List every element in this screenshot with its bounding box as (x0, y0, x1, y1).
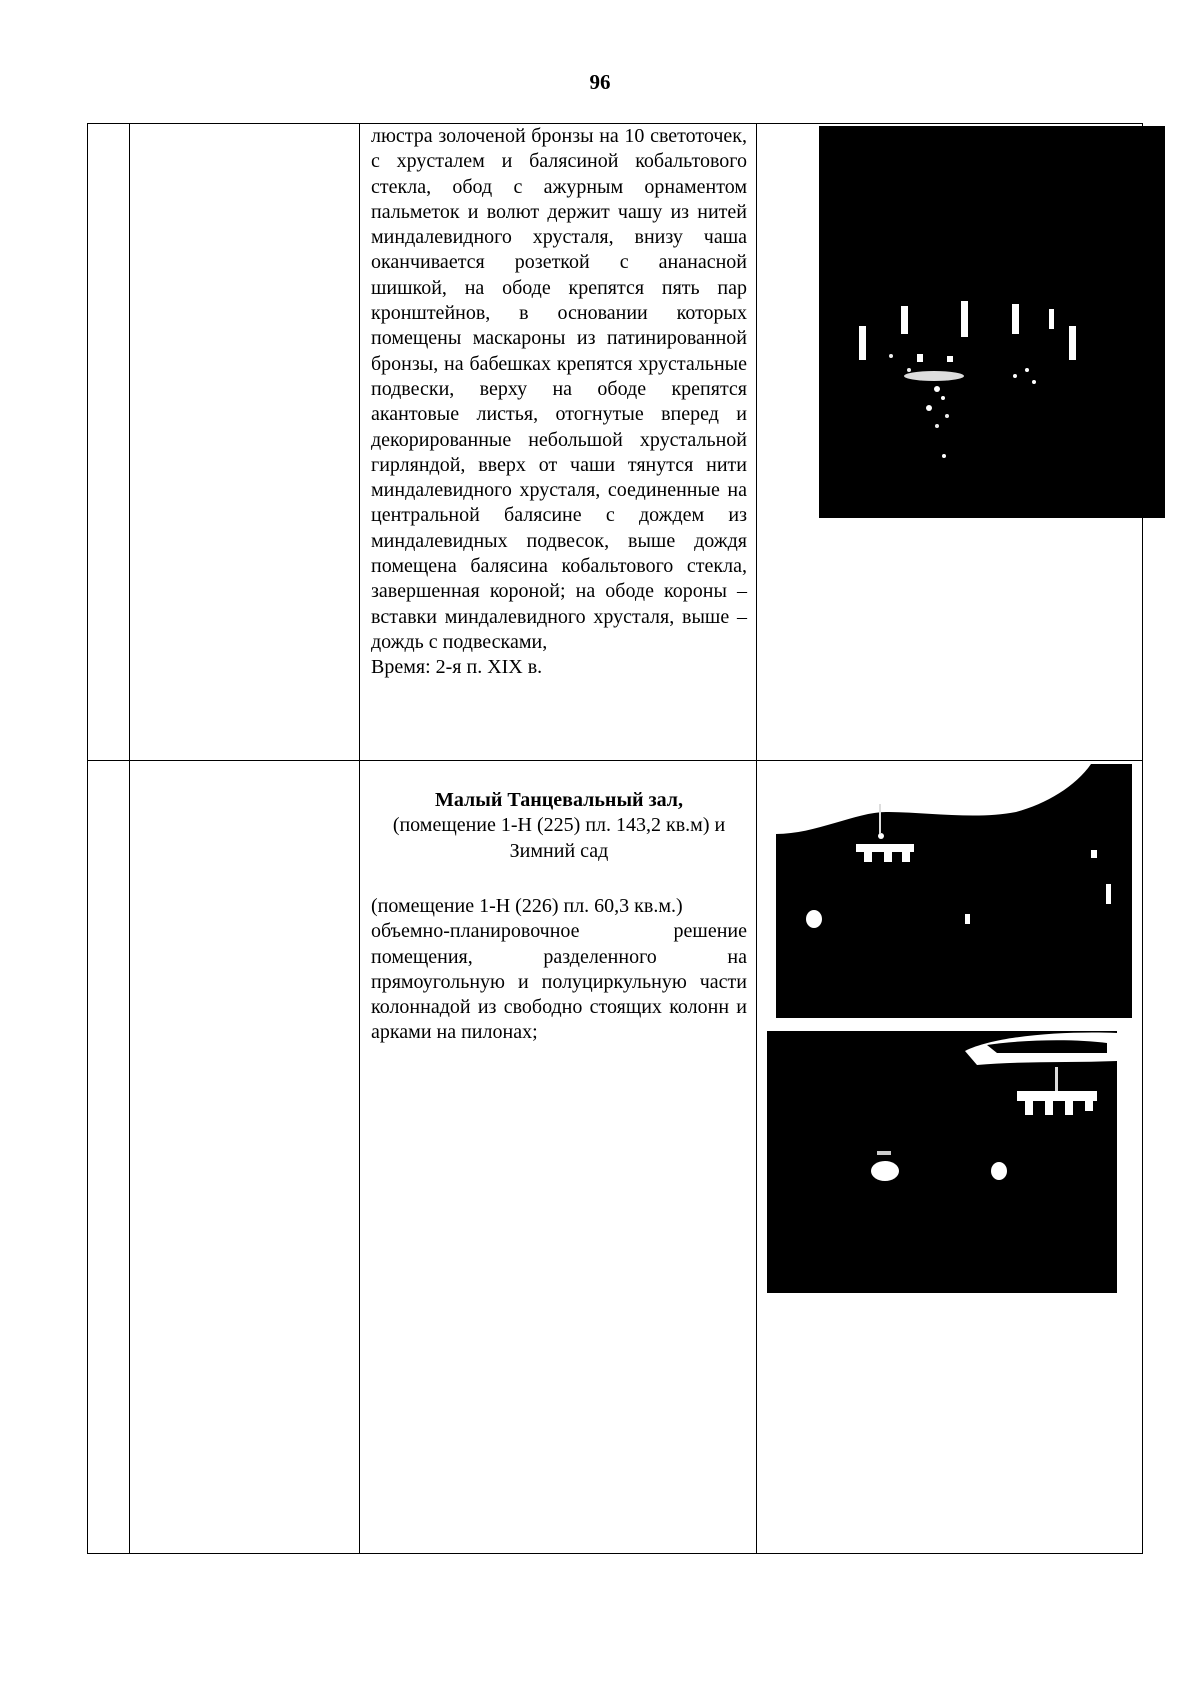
object-table (87, 123, 1143, 1554)
room-title: Малый Танцевальный зал, (434, 789, 684, 811)
chandelier-photo (819, 126, 1165, 518)
winter-garden-image (767, 1031, 1117, 1293)
chandelier-time: Время: 2-я п. XIX в. (371, 656, 543, 679)
room2-area-line: (помещение 1-Н (226) пл. 60,3 кв.м.) (371, 895, 683, 917)
room-heading (371, 788, 747, 864)
row-divider (88, 760, 1142, 761)
hall-photo-upper (776, 764, 1132, 1018)
column-divider (756, 124, 757, 1553)
chandelier-image (819, 126, 1165, 518)
column-divider (129, 124, 130, 1553)
hall-photo-lower (767, 1031, 1117, 1293)
chandelier-description: люстра золоченой бронзы на 10 светоточек, с хрусталем и балясиной кобальтового стекла, обод с ажурным орнаментом пальметок и волют держит чашу из нитей миндалевидного хрусталя, внизу чаша оканчивается розеткой с ананасной шишкой, на ободе крепятся пять пар кронштейнов, в основании которых помещены маскароны из патинированной бронзы, на бабешках крепятся хрустальные подвески, верху на ободе крепятся акантовые листья, отогнутые вперед и декорированные небольшой хрустальной гирляндой, вверх от чаши тянутся нити миндалевидного хрусталя, соединенные на центральной балясине с дождем из миндалевидных подвесок, выше дождя помещена балясина кобальтового стекла, завершенная короной; на ободе короны – вставки миндалевидного хрусталя, выше – дождь с подвесками, (371, 125, 747, 653)
room-description-cell (371, 894, 747, 1046)
page-number: 96 (589, 70, 611, 94)
column-divider (359, 124, 360, 1553)
room-name: Зимний сад (509, 839, 609, 862)
chandelier-description-cell (371, 124, 747, 681)
room-description: объемно-планировочное решение помещения, разделенного на прямоугольную и полуциркульную части колоннадой из свободно стоящих колонн и арками на пилонах; (371, 920, 747, 1044)
room-area-line: (помещение 1-Н (225) пл. 143,2 кв.м) и (392, 814, 726, 837)
hall-ceiling-image (776, 764, 1132, 1018)
